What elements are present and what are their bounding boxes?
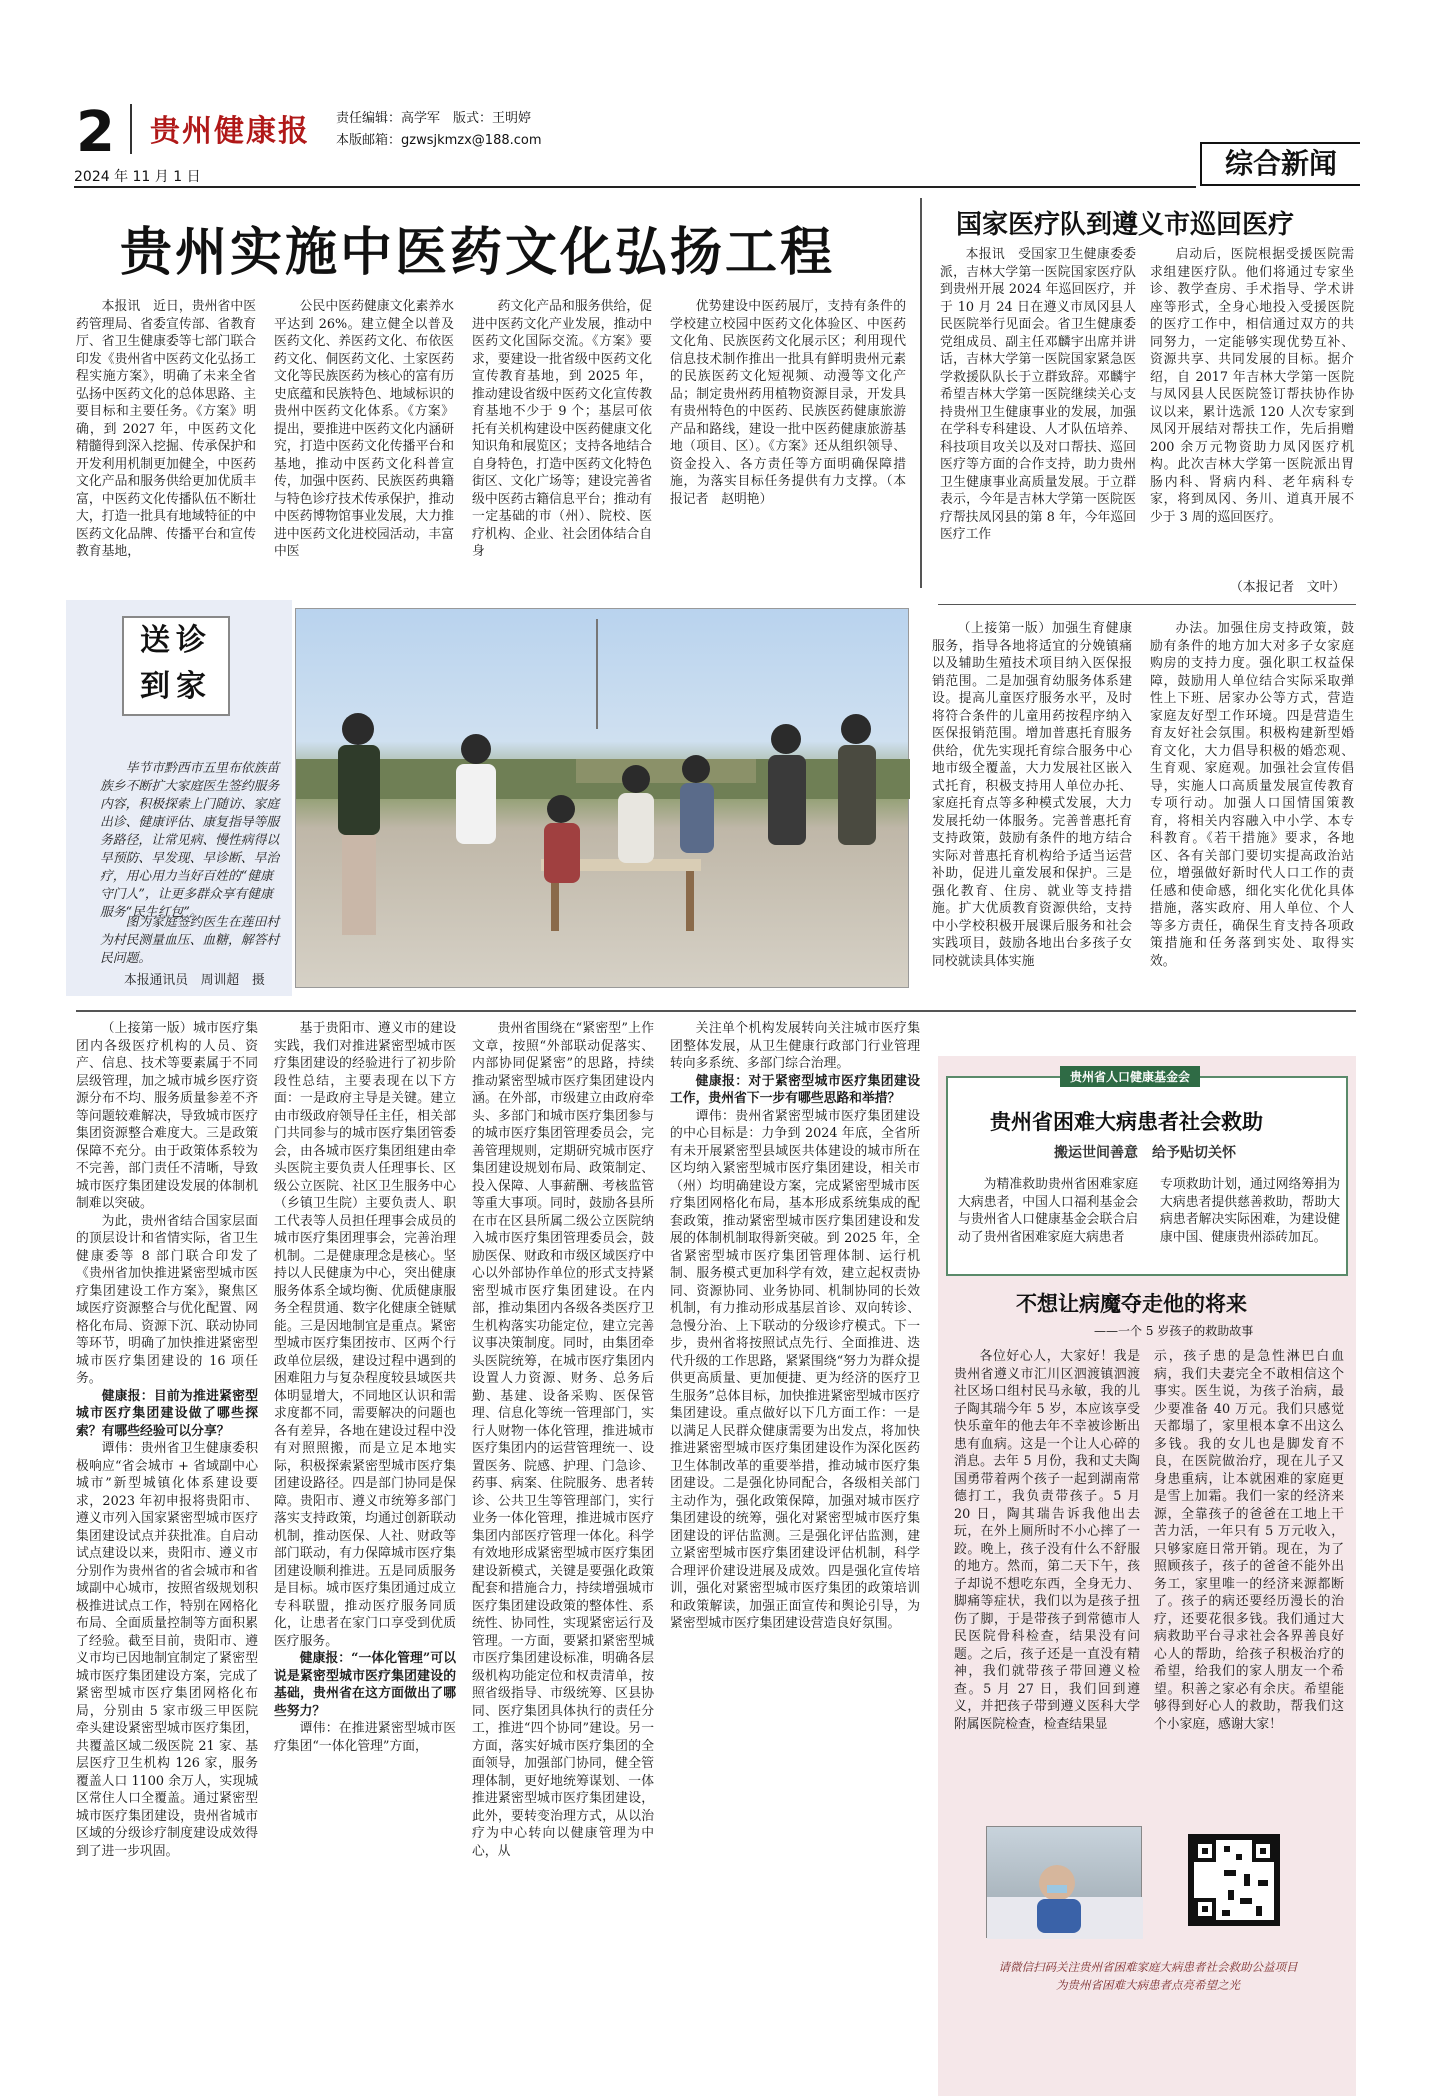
stamp-line1: 送诊 <box>140 623 212 658</box>
article1-col2: 公民中医药健康文化素养水平达到 26%。建立健全以普及医药文化、养医药文化、布依医药文化、侗医药文化、土家医药文化等民族医药为核心的富有历史底蕴和民族特色、地域标识的贵州中医药文化体系。《方案》提出，要推进中医药文化内涵研究，打造中医药文化传播平台和基地，推动中医药文化科普宣传，加强中医药、民族医药典籍与特色诊疗技术传承保护，推动中医药博物馆事业发展，大力推进中医药文化进校园活动，丰富中医 <box>274 299 454 559</box>
article3-col2: 办法。加强住房支持政策，鼓励有条件的地方加大对多子女家庭购房的支持力度。强化职工权益保障，鼓励用人单位结合实际采取弹性上下班、居家办公等方式，营造家庭友好型工作环境。四是营造生育友好社会氛围。积极构建新型婚育文化，大力倡导积极的婚恋观、生育观、家庭观。加强社会宣传倡导，实施人口高质量发展宣传教育专项行动。加强人口国情国策教育，将相关内容融入中小学、本专科教育。《若干措施》要求，各地区、各有关部门要切实提高政治站位，增强做好新时代人口工作的责任感和使命感，细化实化优化具体措施，落实政府、用人单位、个人等多方责任，确保生育支持各项政策措施和任务落到实处、取得实效。 <box>1150 621 1354 969</box>
issue-date: 2024 年 11 月 1 日 <box>74 169 201 185</box>
editor-info <box>336 108 542 152</box>
a4-question1: 健康报：目前为推进紧密型城市医疗集团建设做了哪些探索？有哪些经验可以分享？ <box>76 1388 258 1439</box>
photo-credit: 本报通讯员 周训超 摄 <box>124 973 265 988</box>
story-col1: 各位好心人，大家好！我是贵州省遵义市汇川区泗渡镇泗渡社区场口组村民马永敏，我的儿子陶其瑞今年 5 岁，本应该享受快乐童年的他去年不幸被诊断出患有血病。这是一个让人心碎的消息。去年 5 月份，我和丈夫陶国勇带着两个孩子一起到湖南常德打工，我负责带孩子。5 月 20 日，陶其瑞告诉我他出去玩，在外上厕所时不小心摔了一跤。晚上，孩子没有什么不舒服的地方。然而，第二天下午，孩子却说不想吃东西，全身无力、脚痛等症状，我们以为是孩子扭伤了脚，于是带孩子到常德市人民医院骨科检查，结果没有问题。之后，孩子还是一直没有精神，我们就带孩子带回遵义检查。5 月 27 日，我们回到遵义，并把孩子带到遵义医科大学附属医院检查，检查结果显 <box>954 1349 1140 1732</box>
mid-rule <box>76 1010 1356 1012</box>
foundation-badge: 贵州省人口健康基金会 <box>1060 1066 1200 1087</box>
article1-col1: 本报讯 近日，贵州省中医药管理局、省委宣传部、省教育厅、省卫生健康委等七部门联合印发《贵州省中医药文化弘扬工程实施方案》，明确了未来全省弘扬中医药文化的总体思路、主要目标和主要任务。《方案》明确，到 2027 年，中医药文化精髓得到深入挖掘、传承保护和开发利用机制更加健全，中医药文化产品和服务供给更加优质丰富，中医药文化传播队伍不断壮大，打造一批具有地域特征的中医药文化品牌、传播平台和宣传教育基地， <box>76 299 256 559</box>
qr-pattern <box>1194 1840 1274 1920</box>
hospital-bed-photo <box>986 1826 1142 1938</box>
a4-col1c: 谭伟：贵州省卫生健康委积极响应“省会城市 + 省域副中心城市”新型城镇化体系建设要求，2023 年初申报将贵阳市、遵义市列入国家紧密型城市医疗集团建设试点并获批准。自启动试点建设以来，贵阳市、遵义市分别作为贵州省的省会城市和省域副中心城市，按照省级规划积极推进试点工作，特别在网格化布局、全面质量控制等方面积累了经验。截至目前，贵阳市、遵义市均已因地制宜制定了紧密型城市医疗集团建设方案，完成了紧密型城市医疗集团网格化布局，分别由 5 家市级三甲医院牵头建设紧密型城市医疗集团，共覆盖区域二级医院 21 家、基层医疗卫生机构 126 家，服务覆盖人口 1100 余万人，实现城区常住人口全覆盖。通过紧密型城市医疗集团建设，贵州省城市区域的分级诊疗制度建设成效得到了进一步巩固。 <box>76 1441 258 1859</box>
photo-stamp <box>122 616 230 716</box>
editor-line: 责任编辑：高学军 版式：王明婷 <box>336 111 532 126</box>
photo-caption: 毕节市黔西市五里布依族苗族乡不断扩大家庭医生签约服务内容，积极探索上门随访、家庭出诊、健康评估、康复指导等服务路径，让常见病、慢性病得以早预防、早发现、早诊断、早治疗，用心用力当好百姓的“健康守门人”，让更多群众享有健康服务“民生红包”。 <box>100 761 280 920</box>
qr-code-icon[interactable] <box>1188 1834 1280 1926</box>
story-title: 不想让病魔夺走他的将来 <box>1016 1291 1247 1316</box>
patient-child-illustration <box>987 1827 1143 1939</box>
a4-col2a: 基于贵阳市、遵义市的建设实践，我们对推进紧密型城市医疗集团建设的经验进行了初步阶段性总结，主要表现在以下方面：一是政府主导是关键。建立由市级政府领导任主任，相关部门共同参与的城市医疗集团管委会，由各城市医疗集团组建由牵头医院主要负责人任理事长、区级公立医院、社区卫生服务中心（乡镇卫生院）主要负责人、职工代表等人员担任理事会成员的城市医疗集团理事会，完善治理机制。二是健康理念是核心。坚持以人民健康为中心，突出健康服务体系全域均衡、优质健康服务全程贯通、数字化健康全链赋能。三是因地制宜是重点。紧密型城市医疗集团按市、区两个行政单位层级，建设过程中遇到的困难阻力与复杂程度较县域医共体明显增大，不同地区认识和需求度都不同，需要解决的问题也各有差异，各地在建设过程中没有对照照搬，而是立足本地实际，积极探索紧密型城市医疗集团建设路径。四是部门协同是保障。贵阳市、遵义市统筹多部门落实支持政策，均通过创新联动机制，推动医保、人社、财政等部门联动，有力保障城市医疗集团建设顺利推进。五是同质服务是目标。城市医疗集团通过成立专科联盟，推动医疗服务同质化，让患者在家门口享受到优质医疗服务。 <box>274 1021 456 1649</box>
a4-col4b: 谭伟：贵州省紧密型城市医疗集团建设的中心目标是：力争到 2024 年底，全省所有未开展紧密型县域医共体建设的城市所在区均纳入紧密型城市医疗集团建设，相关市（州）均明确建设方案，完成紧密型城市医疗集团网格化布局，基本形成系统集成的配套政策，推动紧密型城市医疗集团建设和发展的体制机制取得新突破。到 2025 年，全省紧密型城市医疗集团管理体制、运行机制、服务模式更加科学有效，建立起权责协同、资源协同、业务协同、机制协同的长效机制，有力推动形成基层首诊、双向转诊、急慢分治、上下联动的分级诊疗模式。下一步，贵州省将按照试点先行、全面推进、迭代升级的工作思路，紧紧围绕“努力为群众提供更高质量、更加便捷、更为经济的医疗卫生服务”总体目标，加快推进紧密型城市医疗集团建设。重点做好以下几方面工作：一是以满足人民群众健康需要为出发点，将加快推进紧密型城市医疗集团建设作为深化医药卫生体制改革的重要举措，推动城市医疗集团建设。二是强化协同配合，各级相关部门主动作为，强化政策保障，加强对城市医疗集团建设的统筹，强化对紧密型城市医疗集团建设的评估监测。三是强化评估监测，建立紧密型城市医疗集团建设评估机制，科学合理评价建设进展及成效。四是强化宣传培训，强化对紧密型城市医疗集团的政策培训和政策解读，加强正面宣传和舆论引导，为紧密型城市医疗集团建设营造良好氛围。 <box>670 1108 920 1631</box>
a4-col1b: 为此，贵州省结合国家层面的顶层设计和省情实际，省卫生健康委等 8 部门联合印发了《贵州省加快推进紧密型城市医疗集团建设工作方案》，聚焦区域医疗资源整合与优化配置、网格化布局、资源下沉、联动协同等环节，明确了加快推进紧密型城市医疗集团建设的 16 项任务。 <box>76 1213 258 1386</box>
a4-question2: 健康报：“一体化管理”可以说是紧密型城市医疗集团建设的基础，贵州省在这方面做出了哪些努力？ <box>274 1651 456 1719</box>
article3-col1: （上接第一版）加强生育健康服务，指导各地将适宜的分娩镇痛以及辅助生殖技术项目纳入医保报销范围。二是加强育幼服务体系建设。提高儿童医疗服务水平，及时将符合条件的儿童用药按程序纳入医保报销范围。增加普惠托育服务供给，优先实现托育综合服务中心地市级全覆盖，大力发展社区嵌入式托育，积极支持用人单位办托、家庭托育点等多种模式发展，大力发展托幼一体服务。完善普惠托育支持政策，鼓励有条件的地方结合实际对普惠托育机构给予适当运营补助，促进儿童发展和保护。三是强化教育、住房、就业等支持措施。扩大优质教育资源供给，支持中小学校积极开展课后服务和社会实践项目，鼓励各地出台多孩子女同校就读具体实施 <box>932 621 1132 969</box>
article4-col3: 贵州省围绕在“紧密型”上作文章，按照“外部联动促落实、内部协同促紧密”的思路，持续推动紧密型城市医疗集团建设内涵。在外部，市级建立由政府牵头、多部门和城市医疗集团参与的城市医疗集团管理委员会，完善管理规则，定期研究城市医疗集团建设规划布局、政策制定、投入保障、人事薪酬、考核监管等重大事项。同时，鼓励各县所在市在区县所属二级公立医院纳入城市医疗集团管理委员会，鼓励医保、财政和市级区域医疗中心以外部协作单位的形式支持紧密型城市医疗集团建设。在内部，推动集团内各级各类医疗卫生机构落实功能定位，建立完善议事决策制度。同时，由集团牵头医院统筹，在城市医疗集团内设置人力资源、财务、总务后勤、基建、设备采购、医保管理、信息化等统一管理部门，实行人财物一体化管理，推进城市医疗集团内的运营管理统一、设置医务、院感、护理、门急诊、药事、病案、住院服务、患者转诊、公共卫生等管理部门，实行业务一体化管理，推进城市医疗集团内部医疗管理一体化。科学有效地形成紧密型城市医疗集团建设新模式，关键是要强化政策配套和措施合力，持续增强城市医疗集团建设政策的整体性、系统性、协同性，实现紧密运行及管理。一方面，要紧扣紧密型城市医疗集团建设标准，明确各层级机构功能定位和权责清单，按照省级指导、市级统筹、区县协同、医疗集团具体执行的责任分工，推进“四个协同”建设。另一方面，落实好城市医疗集团的全面领导，加强部门协同，健全管理体制，更好地统筹谋划、一体推进紧密型城市医疗集团建设，此外，要转变治理方式，从以治疗为中心转向以健康管理为中心，从 <box>472 1021 654 1859</box>
charity-col2: 专项救助计划，通过网络筹捐为大病患者提供慈善救助，帮助大病患者解决实际困难，为建设健康中国、健康贵州添砖加瓦。 <box>1160 1177 1340 1245</box>
charity-subtitle: 搬运世间善意 给予贴切关怀 <box>1054 1145 1236 1161</box>
a4-col2b: 谭伟：在推进紧密型城市医疗集团“一体化管理”方面， <box>274 1721 456 1754</box>
article4-col1 <box>76 1020 258 2090</box>
charity-footer: 请微信扫码关注贵州省困难家庭大病患者社会救助公益项目 为贵州省困难大病患者点亮希望之光 <box>998 1960 1298 1992</box>
section-rule <box>938 604 1356 605</box>
header-rule <box>74 186 1196 188</box>
charity-title: 贵州省困难大病患者社会救助 <box>990 1109 1263 1134</box>
article4-col2 <box>274 1020 456 2090</box>
a4-col4a: 关注单个机构发展转向关注城市医疗集团整体发展，从卫生健康行政部门行业管理转向多系统、多部门综合治理。 <box>670 1021 920 1071</box>
article4-col4 <box>670 1020 920 2090</box>
scene-illustration <box>296 609 910 989</box>
article1-col4: 优势建设中医药展厅，支持有条件的学校建立校园中医药文化体验区、中医药文化角、民族医药文化展示区；利用现代信息技术制作推出一批具有鲜明贵州元素的民族医药文化短视频、动漫等文化产品；制定贵州药用植物资源目录，开发具有贵州特色的中医药、民族医药健康旅游产品和路线，建设一批中医药健康旅游基地（项目、区）。《方案》还从组织领导、资金投入、各方责任等方面明确保障措施，为落实目标任务提供有力支撑。（本报记者 赵明艳） <box>670 299 906 507</box>
article-title-tcm: 贵州实施中医药文化弘扬工程 <box>120 222 836 283</box>
charity-col1: 为精准救助贵州省困难家庭大病患者，中国人口福利基金会与贵州省人口健康基金会联合启动了贵州省困难家庭大病患者 <box>958 1177 1138 1245</box>
a4-col1a: （上接第一版）城市医疗集团内各级医疗机构的人员、资产、信息、技术等要素属于不同层级管理，加之城市城乡医疗资源分布不均、服务质量参差不齐等问题较难解决，导致城市医疗集团资源整合难度大。三是政策保障不充分。由于政策体系较为不完善，部门责任不清晰，导致城市医疗集团建设发展的体制机制难以突破。 <box>76 1021 258 1211</box>
section-tag: 综合新闻 <box>1200 142 1360 186</box>
email-line: 本版邮箱：gzwsjkmzx@188.com <box>336 133 542 148</box>
article2-col1: 本报讯 受国家卫生健康委委派，吉林大学第一医院国家医疗队到贵州开展 2024 年巡回医疗，并于 10 月 24 日在遵义市凤冈县人民医院举行见面会。省卫生健康委党组成员、副主任邓麟宇出席并讲话，吉林大学第一医院国家紧急医学救援队队长于立群致辞。邓麟宇希望吉林大学第一医院继续关心支持贵州卫生健康事业的发展，加强在学科专科建设、人才队伍培养、科技项目攻关以及对口帮扶、巡回医疗等方面的合作支持，助力贵州卫生健康事业高质量发展。于立群表示，今年是吉林大学第一医院医疗帮扶凤冈县的第 8 年，今年巡回医疗工作 <box>940 247 1136 542</box>
article2-col2: 启动后，医院根据受援医院需求组建医疗队。他们将通过专家坐诊、教学查房、手术指导、学术讲座等形式，全身心地投入受援医院的医疗工作中，相信通过双方的共同努力，一定能够实现优势互补、资源共享、共同发展的目标。据介绍，自 2017 年吉林大学第一医院与凤冈县人民医院签订帮扶协作协议以来，累计选派 120 人次专家到凤冈开展结对帮扶工作，先后捐赠 200 余万元物资助力凤冈医疗机构。此次吉林大学第一医院派出胃肠内科、肾病内科、老年病科专家，将到凤冈、务川、道真开展不少于 3 周的巡回医疗。 <box>1150 247 1354 525</box>
photo-caption2: 图为家庭签约医生在莲田村为村民测量血压、血糖，解答村民问题。 <box>100 915 280 966</box>
article1-col3: 药文化产品和服务供给，促进中医药文化产业发展，推动中医药文化国际交流。《方案》要求，要建设一批省级中医药文化宣传教育基地，到 2025 年，推动建设省级中医药文化宣传教育基地不少于 9 个；基层可依托有关机构建设中医药健康文化知识角和展览区；支持各地结合自身特色，打造中医药文化特色街区、文化广场等；建设完善省级中医药古籍信息平台；推动有一定基础的市（州）、院校、医疗机构、企业、社会团体结合自身 <box>472 299 652 559</box>
page-number: 2 <box>76 100 115 165</box>
masthead-divider <box>130 104 132 154</box>
a4-question3: 健康报：对于紧密型城市医疗集团建设工作，贵州省下一步有哪些思路和举措？ <box>670 1073 920 1106</box>
home-visit-photo <box>295 608 909 988</box>
column-divider <box>920 198 922 588</box>
article2-byline: （本报记者 文叶） <box>1230 580 1346 595</box>
story-subtitle: ——一个 5 岁孩子的救助故事 <box>1094 1324 1254 1338</box>
story-col2: 示，孩子患的是急性淋巴白血病，我们夫妻完全不敢相信这个事实。医生说，为孩子治病，最少要准备 40 万元。我们只感觉天都塌了，家里根本拿不出这么多钱。我的女儿也是脚发育不良，在医院做治疗，现在儿子又身患重病，让本就困难的家庭更是雪上加霜。我们一家的经济来源，全靠孩子的爸爸在工地上干苦力活，一年只有 5 万元收入，只够家庭日常开销。现在，为了照顾孩子，孩子的爸爸不能外出务工，家里唯一的经济来源都断了。孩子的病还要经历漫长的治疗，还要花很多钱。我们通过大病救助平台寻求社会各界善良好心人的帮助，给孩子积极治疗的希望，给我们的家人朋友一个希望。积善之家必有余庆。希望能够得到好心人的救助，帮我们这个小家庭，感谢大家！ <box>1154 1349 1344 1732</box>
article-title-medical-team: 国家医疗队到遵义市巡回医疗 <box>956 210 1295 240</box>
paper-logo: 贵州健康报 <box>150 114 310 149</box>
stamp-line2: 到家 <box>140 669 212 704</box>
